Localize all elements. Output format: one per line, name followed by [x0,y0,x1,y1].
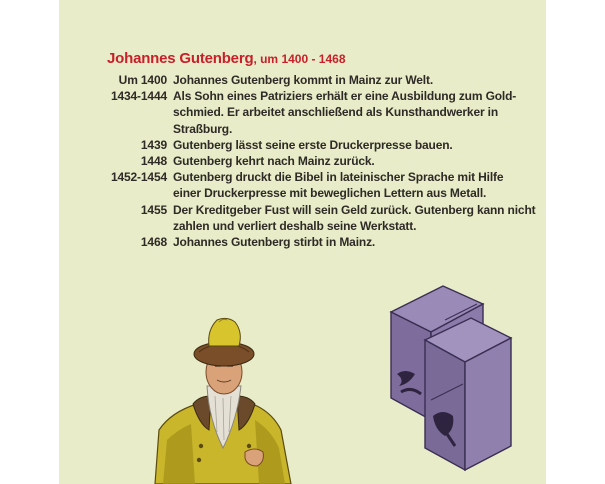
timeline-line: Johannes Gutenberg kommt in Mainz zur Welt. [173,73,434,87]
timeline-line: Johannes Gutenberg stirbt in Mainz. [173,235,376,250]
timeline-year: 1434-1444 [110,89,167,104]
title-lifespan: , um 1400 - 1468 [253,52,346,66]
timeline-year: 1455 [140,202,167,217]
gutenberg-portrait [155,318,291,484]
timeline-line: Als Sohn eines Patriziers erhält er eine Ausbildung zum Gold- [173,89,517,104]
illustration [59,0,546,484]
timeline-line: zahlen und verliert deshalb seine Werkstatt. [173,218,417,233]
timeline-line: Gutenberg lässt seine erste Druckerpresse bauen. [173,137,453,152]
metal-type-blocks-icon [391,286,511,470]
timeline-line: Gutenberg druckt die Bibel in lateinischer Sprache mit Hilfe [173,170,504,185]
title-name: Johannes Gutenberg [107,50,254,67]
timeline-year: 1439 [140,137,167,152]
timeline-year: 1468 [140,235,167,250]
timeline-line: Gutenberg kehrt nach Mainz zurück. [173,154,375,169]
timeline-line: Straßburg. [173,121,233,136]
timeline-year: 1448 [140,154,167,169]
book-page [59,0,546,484]
timeline-year: 1452-1454 [110,170,167,185]
timeline-line: schmied. Er arbeitet anschließend als Kunsthandwerker in [173,105,499,120]
timeline-line: einer Druckerpresse mit beweglichen Lettern aus Metall. [173,186,487,201]
timeline-year: Um 1400 [118,73,167,87]
timeline-line: Der Kreditgeber Fust will sein Geld zurück. Gutenberg kann nicht [173,202,536,217]
